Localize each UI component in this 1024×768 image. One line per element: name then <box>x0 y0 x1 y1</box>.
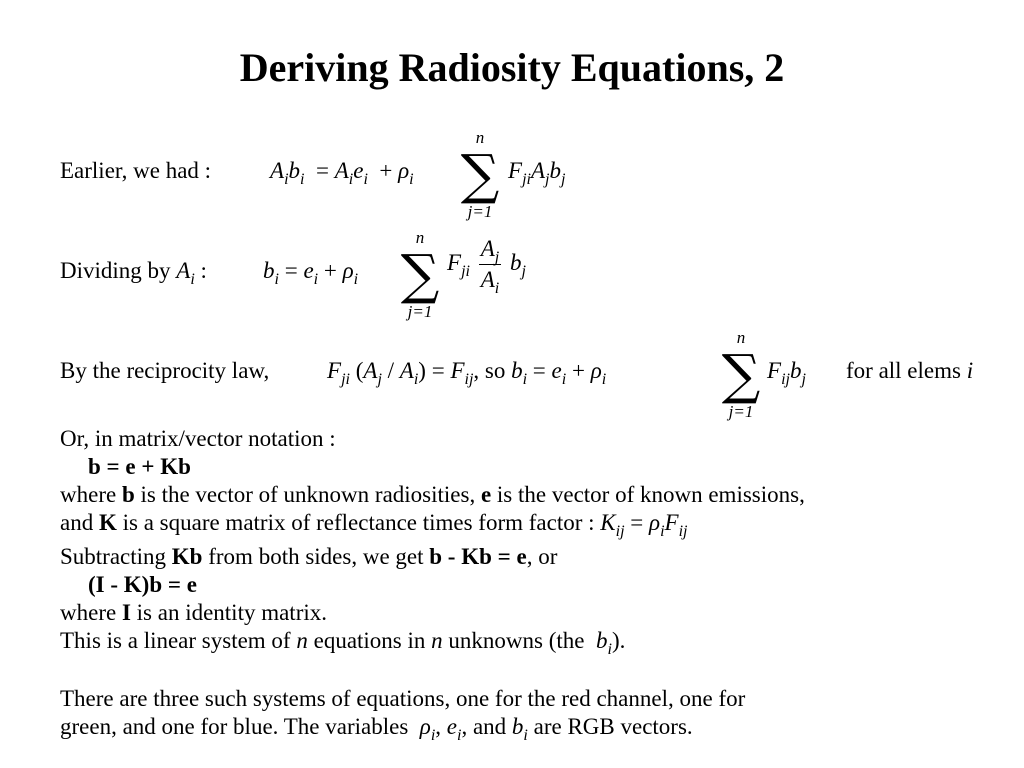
identity-equation: (I - K)b = e <box>88 572 197 597</box>
sum-lower-limit: j=1 <box>407 302 433 321</box>
where-b-line: where b is the vector of unknown radiosities, e is the vector of known emissions, <box>60 482 805 507</box>
equation-radiosity-area: $A_ib_i = A_ie_i + \rho_i$ <box>270 158 414 188</box>
summation-symbol: n ∑ j=1 <box>716 328 766 422</box>
linear-system-line: This is a linear system of n equations in n unknowns (the $b_i$). <box>60 628 626 658</box>
sum-upper-limit: n <box>475 128 485 147</box>
sum-lower-limit: j=1 <box>728 402 754 421</box>
sum-lower-limit: j=1 <box>467 202 493 221</box>
summation-symbol: n ∑ j=1 <box>395 228 445 322</box>
where-i-line: where I is an identity matrix. <box>60 600 327 625</box>
and-k-line: and K is a square matrix of reflectance times form factor : $K_{ij} = \rho_iF_{ij}$ <box>60 510 688 540</box>
equation-divided-sum: $F_{ji}$ $\frac{A_j}{A_i}$ $b_j$ <box>447 236 526 297</box>
page-title: Deriving Radiosity Equations, 2 <box>239 45 785 90</box>
equation-reciprocity: $F_{ji}$ $(A_j / A_i) = F_{ij}$, so $b_i = e_i + \rho_i$ <box>327 358 607 388</box>
summation-symbol: n ∑ j=1 <box>455 128 505 222</box>
equation-divided: $b_i = e_i + \rho_i$ <box>263 258 359 288</box>
reciprocity-label: By the reciprocity law, <box>60 358 270 383</box>
dividing-label: Dividing by $A_i$ : <box>60 258 207 288</box>
three-systems-line: There are three such systems of equations, one for the red channel, one for <box>60 686 746 711</box>
matrix-notation-label: Or, in matrix/vector notation : <box>60 426 336 451</box>
earlier-label: Earlier, we had : <box>60 158 212 183</box>
subtracting-line: Subtracting Kb from both sides, we get b - Kb = e, or <box>60 544 558 569</box>
rgb-vectors-line: green, and one for blue. The variables $\rho_i$, $e_i$, and $b_i$ are RGB vectors. <box>60 714 693 744</box>
for-all-label: for all elems i <box>846 358 974 383</box>
equation-radiosity-area-sum: $F_{ji}A_jb_j$ <box>508 158 566 188</box>
matrix-equation: b = e + Kb <box>88 454 191 479</box>
equation-reciprocity-sum: $F_{ij}b_j$ <box>767 358 806 388</box>
sum-upper-limit: n <box>736 328 746 347</box>
sum-upper-limit: n <box>415 228 425 247</box>
